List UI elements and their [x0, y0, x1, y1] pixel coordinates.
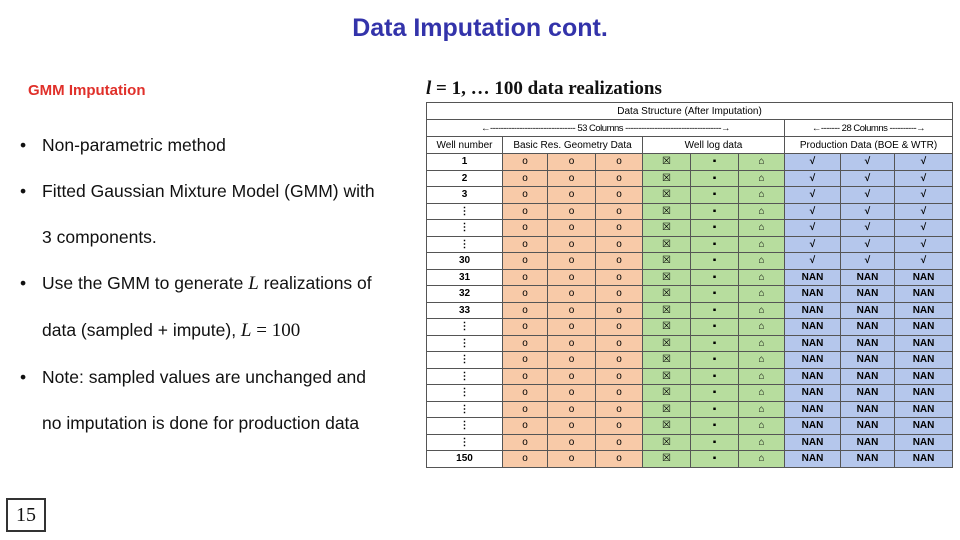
well-log-cell: ▪ — [691, 319, 739, 336]
basic-geometry-cell: o — [596, 302, 643, 319]
well-log-cell: ☒ — [643, 170, 691, 187]
production-cell: NAN — [841, 335, 895, 352]
production-cell: NAN — [895, 319, 953, 336]
well-log-cell: ⌂ — [739, 236, 785, 253]
basic-geometry-cell: o — [548, 286, 596, 303]
math-expression: = 100 — [251, 320, 301, 341]
basic-geometry-cell: o — [596, 203, 643, 220]
production-cell: NAN — [785, 335, 841, 352]
well-log-cell: ⌂ — [739, 319, 785, 336]
production-cell: NAN — [785, 269, 841, 286]
basic-geometry-cell: o — [596, 434, 643, 451]
well-number-cell: ⋮ — [427, 418, 503, 435]
well-log-cell: ▪ — [691, 352, 739, 369]
production-cell: √ — [895, 220, 953, 237]
production-cell: NAN — [895, 418, 953, 435]
bullet-item — [20, 122, 412, 168]
table-row — [427, 385, 953, 402]
well-log-cell: ▪ — [691, 236, 739, 253]
basic-geometry-cell: o — [548, 187, 596, 204]
production-cell: NAN — [895, 335, 953, 352]
well-number-cell: 31 — [427, 269, 503, 286]
well-log-cell: ☒ — [643, 236, 691, 253]
well-log-cell: ⌂ — [739, 203, 785, 220]
well-number-cell: ⋮ — [427, 368, 503, 385]
well-log-cell: ▪ — [691, 220, 739, 237]
well-log-cell: ☒ — [643, 319, 691, 336]
well-number-cell: ⋮ — [427, 401, 503, 418]
well-log-cell: ⌂ — [739, 418, 785, 435]
basic-geometry-cell: o — [596, 368, 643, 385]
well-log-cell: ⌂ — [739, 269, 785, 286]
production-cell: NAN — [841, 302, 895, 319]
table-row — [427, 154, 953, 171]
production-cell: NAN — [785, 319, 841, 336]
well-log-cell: ☒ — [643, 203, 691, 220]
well-log-cell: ⌂ — [739, 302, 785, 319]
well-number-cell: ⋮ — [427, 203, 503, 220]
production-cell: NAN — [895, 434, 953, 451]
realizations-text: = 1, … 100 data realizations — [431, 78, 662, 99]
bullet-item — [20, 168, 412, 260]
well-log-cell: ▪ — [691, 253, 739, 270]
table-row — [427, 418, 953, 435]
basic-geometry-cell: o — [596, 236, 643, 253]
basic-geometry-cell: o — [503, 220, 548, 237]
production-cell: NAN — [895, 352, 953, 369]
table-row — [427, 401, 953, 418]
basic-geometry-cell: o — [596, 401, 643, 418]
well-log-cell: ▪ — [691, 451, 739, 468]
header-well-number: Well number — [427, 137, 503, 154]
production-cell: √ — [785, 253, 841, 270]
basic-geometry-cell: o — [548, 451, 596, 468]
data-structure-table — [426, 102, 953, 468]
bullet-text: Note: sampled values are unchanged and — [42, 367, 366, 387]
production-cell: NAN — [895, 368, 953, 385]
table-row — [427, 220, 953, 237]
well-log-cell: ☒ — [643, 269, 691, 286]
production-cell: √ — [895, 170, 953, 187]
basic-geometry-cell: o — [503, 170, 548, 187]
bullet-text-part: data (sampled + impute), — [42, 320, 241, 340]
basic-geometry-cell: o — [503, 335, 548, 352]
bullet-text — [42, 307, 412, 354]
table-row — [427, 269, 953, 286]
production-cell: √ — [841, 236, 895, 253]
well-log-cell: ▪ — [691, 286, 739, 303]
basic-geometry-cell: o — [596, 319, 643, 336]
well-number-cell: 1 — [427, 154, 503, 171]
well-number-cell: 33 — [427, 302, 503, 319]
bullet-item — [20, 354, 412, 446]
production-cell: NAN — [785, 302, 841, 319]
basic-geometry-cell: o — [503, 302, 548, 319]
bullet-list — [20, 122, 412, 446]
table-row — [427, 368, 953, 385]
well-log-cell: ⌂ — [739, 187, 785, 204]
well-log-cell: ▪ — [691, 154, 739, 171]
production-cell: √ — [785, 236, 841, 253]
basic-geometry-cell: o — [503, 352, 548, 369]
well-log-cell: ⌂ — [739, 401, 785, 418]
production-cell: NAN — [895, 286, 953, 303]
production-cell: NAN — [785, 385, 841, 402]
production-cell: NAN — [841, 401, 895, 418]
table-row — [427, 352, 953, 369]
basic-geometry-cell: o — [548, 401, 596, 418]
table-row — [427, 302, 953, 319]
well-number-cell: 2 — [427, 170, 503, 187]
production-cell: √ — [895, 154, 953, 171]
basic-geometry-cell: o — [548, 368, 596, 385]
well-log-cell: ⌂ — [739, 253, 785, 270]
table-caption: Data Structure (After Imputation) — [427, 103, 953, 120]
well-log-cell: ⌂ — [739, 451, 785, 468]
well-log-cell: ▪ — [691, 418, 739, 435]
production-cell: NAN — [785, 368, 841, 385]
production-cell: NAN — [785, 286, 841, 303]
slide-title: Data Imputation cont. — [352, 14, 608, 42]
well-log-cell: ☒ — [643, 286, 691, 303]
basic-geometry-cell: o — [548, 319, 596, 336]
realizations-heading — [426, 78, 662, 100]
bullet-text-part: realizations of — [258, 273, 372, 293]
table-row — [427, 335, 953, 352]
math-variable: l — [426, 78, 432, 99]
basic-geometry-cell: o — [548, 434, 596, 451]
basic-geometry-cell: o — [503, 269, 548, 286]
section-heading: GMM Imputation — [28, 82, 146, 99]
well-log-cell: ⌂ — [739, 170, 785, 187]
well-number-cell: 150 — [427, 451, 503, 468]
basic-geometry-cell: o — [548, 154, 596, 171]
well-log-cell: ☒ — [643, 434, 691, 451]
well-log-cell: ⌂ — [739, 335, 785, 352]
table-row — [427, 434, 953, 451]
production-cell: √ — [895, 253, 953, 270]
bullet-item — [20, 260, 412, 354]
basic-geometry-cell: o — [503, 253, 548, 270]
well-log-cell: ☒ — [643, 302, 691, 319]
basic-geometry-cell: o — [548, 236, 596, 253]
well-log-cell: ☒ — [643, 335, 691, 352]
header-production: Production Data (BOE & WTR) — [785, 137, 953, 154]
well-log-cell: ☒ — [643, 368, 691, 385]
well-log-cell: ⌂ — [739, 385, 785, 402]
well-log-cell: ▪ — [691, 385, 739, 402]
well-log-cell: ▪ — [691, 434, 739, 451]
bullet-dot: • — [20, 181, 27, 201]
production-cell: NAN — [841, 418, 895, 435]
well-number-cell: ⋮ — [427, 385, 503, 402]
well-log-cell: ▪ — [691, 368, 739, 385]
production-cell: NAN — [895, 302, 953, 319]
basic-geometry-cell: o — [548, 170, 596, 187]
basic-geometry-cell: o — [503, 434, 548, 451]
bullet-dot: • — [20, 135, 27, 155]
basic-geometry-cell: o — [548, 269, 596, 286]
bullet-text — [42, 260, 412, 307]
bullet-text: Fitted Gaussian Mixture Model (GMM) with — [42, 181, 375, 201]
basic-geometry-cell: o — [548, 335, 596, 352]
well-log-cell: ▪ — [691, 170, 739, 187]
well-log-cell: ⌂ — [739, 286, 785, 303]
production-cell: √ — [785, 220, 841, 237]
well-log-cell: ▪ — [691, 187, 739, 204]
well-log-cell: ☒ — [643, 253, 691, 270]
production-cell: NAN — [785, 352, 841, 369]
basic-geometry-cell: o — [596, 451, 643, 468]
well-number-cell: ⋮ — [427, 352, 503, 369]
well-log-cell: ▪ — [691, 203, 739, 220]
production-cell: √ — [841, 170, 895, 187]
production-cell: NAN — [895, 269, 953, 286]
production-cell: NAN — [841, 434, 895, 451]
basic-geometry-cell: o — [596, 170, 643, 187]
well-number-cell: 3 — [427, 187, 503, 204]
well-log-cell: ⌂ — [739, 352, 785, 369]
bullet-dot: • — [20, 273, 27, 293]
well-log-cell: ☒ — [643, 385, 691, 402]
basic-geometry-cell: o — [596, 385, 643, 402]
production-cell: NAN — [785, 418, 841, 435]
basic-geometry-cell: o — [548, 203, 596, 220]
table-body — [427, 103, 953, 468]
well-number-cell: 32 — [427, 286, 503, 303]
basic-geometry-cell: o — [503, 401, 548, 418]
production-cell: NAN — [895, 451, 953, 468]
production-cell: √ — [841, 203, 895, 220]
table-row — [427, 236, 953, 253]
bullet-text: 3 components. — [42, 227, 157, 247]
well-number-cell: ⋮ — [427, 236, 503, 253]
production-cell: NAN — [841, 319, 895, 336]
production-cell: √ — [895, 187, 953, 204]
bullet-text: no imputation is done for production data — [42, 413, 360, 433]
production-cell: NAN — [841, 368, 895, 385]
well-log-cell: ⌂ — [739, 368, 785, 385]
basic-geometry-cell: o — [503, 187, 548, 204]
basic-geometry-cell: o — [596, 335, 643, 352]
table-row — [427, 286, 953, 303]
well-log-cell: ⌂ — [739, 154, 785, 171]
columns-53-label: ←-------------------------------- 53 Columns ------------------------------------→ — [427, 120, 785, 137]
production-cell: √ — [841, 187, 895, 204]
production-cell: NAN — [841, 385, 895, 402]
math-variable: L — [248, 273, 259, 294]
production-cell: √ — [841, 253, 895, 270]
well-log-cell: ▪ — [691, 335, 739, 352]
math-variable: L — [240, 320, 252, 341]
well-log-cell: ☒ — [643, 451, 691, 468]
well-log-cell: ☒ — [643, 154, 691, 171]
well-number-cell: ⋮ — [427, 220, 503, 237]
basic-geometry-cell: o — [548, 220, 596, 237]
table-row — [427, 203, 953, 220]
production-cell: √ — [785, 187, 841, 204]
basic-geometry-cell: o — [503, 385, 548, 402]
basic-geometry-cell: o — [596, 269, 643, 286]
basic-geometry-cell: o — [548, 352, 596, 369]
production-cell: NAN — [785, 434, 841, 451]
production-cell: √ — [841, 154, 895, 171]
well-log-cell: ☒ — [643, 401, 691, 418]
basic-geometry-cell: o — [596, 154, 643, 171]
well-number-cell: ⋮ — [427, 319, 503, 336]
production-cell: NAN — [841, 286, 895, 303]
basic-geometry-cell: o — [548, 418, 596, 435]
basic-geometry-cell: o — [503, 451, 548, 468]
basic-geometry-cell: o — [596, 352, 643, 369]
well-log-cell: ☒ — [643, 220, 691, 237]
header-basic-geometry: Basic Res. Geometry Data — [503, 137, 643, 154]
well-log-cell: ⌂ — [739, 220, 785, 237]
production-cell: NAN — [785, 451, 841, 468]
well-log-cell: ⌂ — [739, 434, 785, 451]
production-cell: NAN — [895, 401, 953, 418]
table-row — [427, 187, 953, 204]
production-cell: NAN — [841, 451, 895, 468]
basic-geometry-cell: o — [503, 236, 548, 253]
basic-geometry-cell: o — [596, 286, 643, 303]
production-cell: √ — [841, 220, 895, 237]
basic-geometry-cell: o — [596, 253, 643, 270]
basic-geometry-cell: o — [503, 368, 548, 385]
basic-geometry-cell: o — [548, 253, 596, 270]
well-number-cell: 30 — [427, 253, 503, 270]
basic-geometry-cell: o — [503, 286, 548, 303]
basic-geometry-cell: o — [596, 187, 643, 204]
table-row — [427, 170, 953, 187]
columns-28-label: ←------- 28 Columns ----------→ — [785, 120, 953, 137]
well-log-cell: ▪ — [691, 401, 739, 418]
well-log-cell: ☒ — [643, 418, 691, 435]
well-log-cell: ▪ — [691, 269, 739, 286]
table-row — [427, 253, 953, 270]
production-cell: NAN — [895, 385, 953, 402]
production-cell: √ — [895, 236, 953, 253]
basic-geometry-cell: o — [503, 319, 548, 336]
production-cell: NAN — [841, 352, 895, 369]
basic-geometry-cell: o — [503, 418, 548, 435]
bullet-text-part: Use the GMM to generate — [42, 273, 249, 293]
bullet-text: Non-parametric method — [42, 135, 226, 155]
basic-geometry-cell: o — [503, 203, 548, 220]
well-number-cell: ⋮ — [427, 335, 503, 352]
header-well-log: Well log data — [643, 137, 785, 154]
basic-geometry-cell: o — [596, 418, 643, 435]
production-cell: NAN — [785, 401, 841, 418]
well-log-cell: ☒ — [643, 352, 691, 369]
well-number-cell: ⋮ — [427, 434, 503, 451]
production-cell: NAN — [841, 269, 895, 286]
table-row — [427, 319, 953, 336]
well-log-cell: ☒ — [643, 187, 691, 204]
basic-geometry-cell: o — [548, 385, 596, 402]
bullet-dot: • — [20, 367, 27, 387]
slide-number: 15 — [6, 498, 46, 532]
production-cell: √ — [785, 203, 841, 220]
production-cell: √ — [785, 154, 841, 171]
basic-geometry-cell: o — [596, 220, 643, 237]
basic-geometry-cell: o — [548, 302, 596, 319]
production-cell: √ — [785, 170, 841, 187]
production-cell: √ — [895, 203, 953, 220]
well-log-cell: ▪ — [691, 302, 739, 319]
basic-geometry-cell: o — [503, 154, 548, 171]
table-row — [427, 451, 953, 468]
